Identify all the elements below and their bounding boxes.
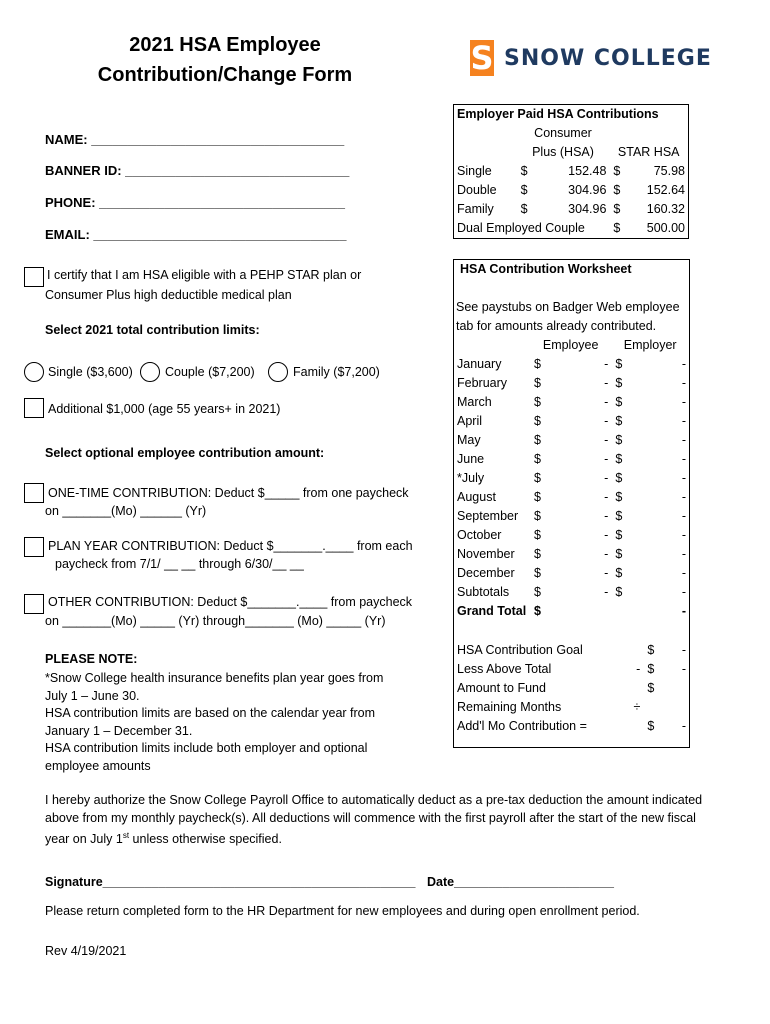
worksheet-cell: - [681,490,686,504]
worksheet-month-row [454,564,689,583]
banner-id-field[interactable]: BANNER ID: _______________________________ [45,163,350,178]
family-radio[interactable] [268,362,288,382]
worksheet-cell: $ [615,414,623,428]
consumer-plus-header: Consumer [534,126,592,140]
worksheet-cell: $ [534,528,541,542]
grand-total-row: Grand Total $ - [457,604,686,618]
amount-to-fund-row: Amount to Fund $ [457,681,655,695]
worksheet-month-row [454,583,689,602]
worksheet-cell: - [604,547,609,561]
worksheet-cell: February [457,376,508,390]
certify-line1: I certify that I am HSA eligible with a PEHP STAR plan or [47,268,362,282]
table-row: Family $ 304.96 $ 160.32 [457,202,685,216]
worksheet-cell: $ [534,376,541,390]
plan-year-checkbox[interactable] [24,537,44,557]
worksheet-month-row [454,507,689,526]
worksheet-cell: October [457,528,502,542]
worksheet-table [454,336,689,602]
less-above-row: Less Above Total - $ - [457,662,686,676]
employer-col-header: Employer [623,338,677,352]
goal-row: HSA Contribution Goal $ - [457,643,686,657]
worksheet-cell: $ [615,490,623,504]
worksheet-cell: January [457,357,502,371]
worksheet-cell: $ [615,452,623,466]
worksheet-cell: - [681,585,686,599]
worksheet-cell: May [457,433,481,447]
onetime-checkbox[interactable] [24,483,44,503]
worksheet-note-2: tab for amounts already contributed. [456,319,657,333]
worksheet-cell: - [604,433,609,447]
signature-line[interactable]: Signature_____________________________________________ [45,875,416,889]
note-body [45,670,425,775]
employee-col-header: Employee [542,338,599,352]
employer-contributions-table [453,104,689,239]
worksheet-cell: - [681,357,686,371]
worksheet-cell: - [604,528,609,542]
phone-field[interactable]: PHONE: __________________________________ [45,195,345,210]
logo-text: SNOW COLLEGE [504,45,712,71]
worksheet-cell: - [604,414,609,428]
note-line: employee amounts [45,758,151,773]
onetime-line1: ONE-TIME CONTRIBUTION: Deduct $_____ from one paycheck [48,486,409,500]
worksheet-cell: - [681,547,686,561]
worksheet-month-row [454,412,689,431]
date-line[interactable]: Date_______________________ [427,875,614,889]
email-field[interactable]: EMAIL: ___________________________________ [45,227,347,242]
worksheet-cell: $ [615,528,623,542]
worksheet-cell: $ [534,395,541,409]
title-line2: Contribution/Change Form [97,64,353,86]
worksheet-month-row [454,431,689,450]
worksheet-cell: $ [615,357,623,371]
worksheet-cell: - [681,452,686,466]
worksheet-month-row [454,545,689,564]
single-label: Single ($3,600) [48,365,133,379]
worksheet-cell: - [604,357,609,371]
table-row: Double $ 304.96 $ 152.64 [457,183,685,197]
worksheet-month-row [454,374,689,393]
name-field[interactable]: NAME: ___________________________________ [45,132,345,147]
worksheet-cell: - [681,566,686,580]
worksheet-cell: March [457,395,492,409]
worksheet-cell: $ [534,414,541,428]
note-line: HSA contribution limits are based on the calendar year from [45,706,376,720]
certify-line2: Consumer Plus high deductible medical plan [45,288,292,302]
worksheet-cell: - [681,395,686,409]
worksheet-cell: $ [534,357,541,371]
worksheet-cell: - [681,509,686,523]
other-checkbox[interactable] [24,594,44,614]
worksheet-cell: $ [615,395,623,409]
worksheet-cell: - [681,528,686,542]
single-radio[interactable] [24,362,44,382]
note-line: July 1 – June 30. [45,688,140,703]
revision-date: Rev 4/19/2021 [45,944,127,958]
worksheet-cell: $ [534,433,541,447]
worksheet-cell: $ [534,471,541,485]
worksheet-month-row [454,450,689,469]
worksheet-cell: - [604,471,609,485]
employer-table-title: Employer Paid HSA Contributions [457,107,659,121]
worksheet-month-row [454,469,689,488]
worksheet-cell: September [457,509,519,523]
limits-heading: Select 2021 total contribution limits: [45,323,260,337]
worksheet-cell: - [604,376,609,390]
consumer-plus-header-2: Plus (HSA) [532,145,594,159]
worksheet-cell: Subtotals [457,585,510,599]
worksheet-cell: December [457,566,515,580]
worksheet-month-row [454,526,689,545]
table-row: Single $ 152.48 $ 75.98 [457,164,685,178]
worksheet-cell: $ [615,471,623,485]
worksheet-cell: *July [457,471,485,485]
worksheet-cell: - [604,585,609,599]
worksheet-cell: $ [615,566,623,580]
note-line: *Snow College health insurance benefits plan year goes from [45,671,384,685]
worksheet-cell: $ [615,376,623,390]
other-line1: OTHER CONTRIBUTION: Deduct $_______.____ from paycheck [48,595,413,609]
worksheet-cell: $ [534,566,541,580]
hsa-worksheet [453,259,690,748]
additional-checkbox[interactable] [24,398,44,418]
worksheet-cell: - [681,433,686,447]
worksheet-cell: November [457,547,515,561]
worksheet-cell: $ [534,490,541,504]
worksheet-cell: - [604,490,609,504]
addl-contribution-row: Add'l Mo Contribution = $ - [457,719,686,733]
star-hsa-header: STAR HSA [617,145,680,159]
worksheet-cell: August [457,490,496,504]
worksheet-cell: $ [615,433,623,447]
note-heading: PLEASE NOTE: [45,652,138,666]
optional-heading: Select optional employee contribution amount: [45,446,325,460]
worksheet-cell: - [604,509,609,523]
note-line: January 1 – December 31. [45,723,193,738]
remaining-months-row: Remaining Months ÷ [457,700,641,714]
additional-label: Additional $1,000 (age 55 years+ in 2021) [48,402,281,416]
worksheet-cell: $ [534,585,541,599]
worksheet-cell: $ [534,509,541,523]
form-title [60,30,390,90]
worksheet-cell: $ [534,452,541,466]
authorization-text: I hereby authorize the Snow College Payroll Office to automatically deduct as a pre-tax deduction the amount indicated above from my monthly paycheck(s). All deductions will commence with the first payroll after the start of the new fiscal year on July 1st unless otherwise specified. [45,793,703,847]
worksheet-cell: April [457,414,483,428]
logo-s-icon: S [470,39,494,77]
note-line: HSA contribution limits include both employer and optional [45,741,368,755]
certify-checkbox[interactable] [24,267,44,287]
worksheet-note-1: See paystubs on Badger Web employee [456,300,680,314]
worksheet-cell: $ [615,547,623,561]
worksheet-cell: $ [615,585,623,599]
worksheet-month-row [454,393,689,412]
other-line2: on _______(Mo) _____ (Yr) through_______ (Mo) _____ (Yr) [45,614,386,628]
plan-year-line2: paycheck from 7/1/ __ __ through 6/30/__ __ [55,557,304,571]
worksheet-title: HSA Contribution Worksheet [460,262,632,276]
onetime-line2: on _______(Mo) ______ (Yr) [45,504,207,518]
worksheet-cell: $ [615,509,623,523]
return-note: Please return completed form to the HR Department for new employees and during open enrollment period. [45,904,640,918]
worksheet-cell: June [457,452,485,466]
worksheet-month-row [454,488,689,507]
family-label: Family ($7,200) [293,365,380,379]
title-line1: 2021 HSA Employee [129,34,321,56]
table-row: Dual Employed Couple $ 500.00 [457,221,685,235]
couple-label: Couple ($7,200) [165,365,255,379]
worksheet-cell: - [681,471,686,485]
worksheet-cell: - [604,452,609,466]
worksheet-cell: $ [534,547,541,561]
plan-year-line1: PLAN YEAR CONTRIBUTION: Deduct $_______.____ from each [48,539,413,553]
worksheet-month-row [454,355,689,374]
couple-radio[interactable] [140,362,160,382]
worksheet-cell: - [681,414,686,428]
worksheet-cell: - [604,566,609,580]
snow-college-logo [470,40,712,76]
worksheet-cell: - [681,376,686,390]
worksheet-cell: - [604,395,609,409]
